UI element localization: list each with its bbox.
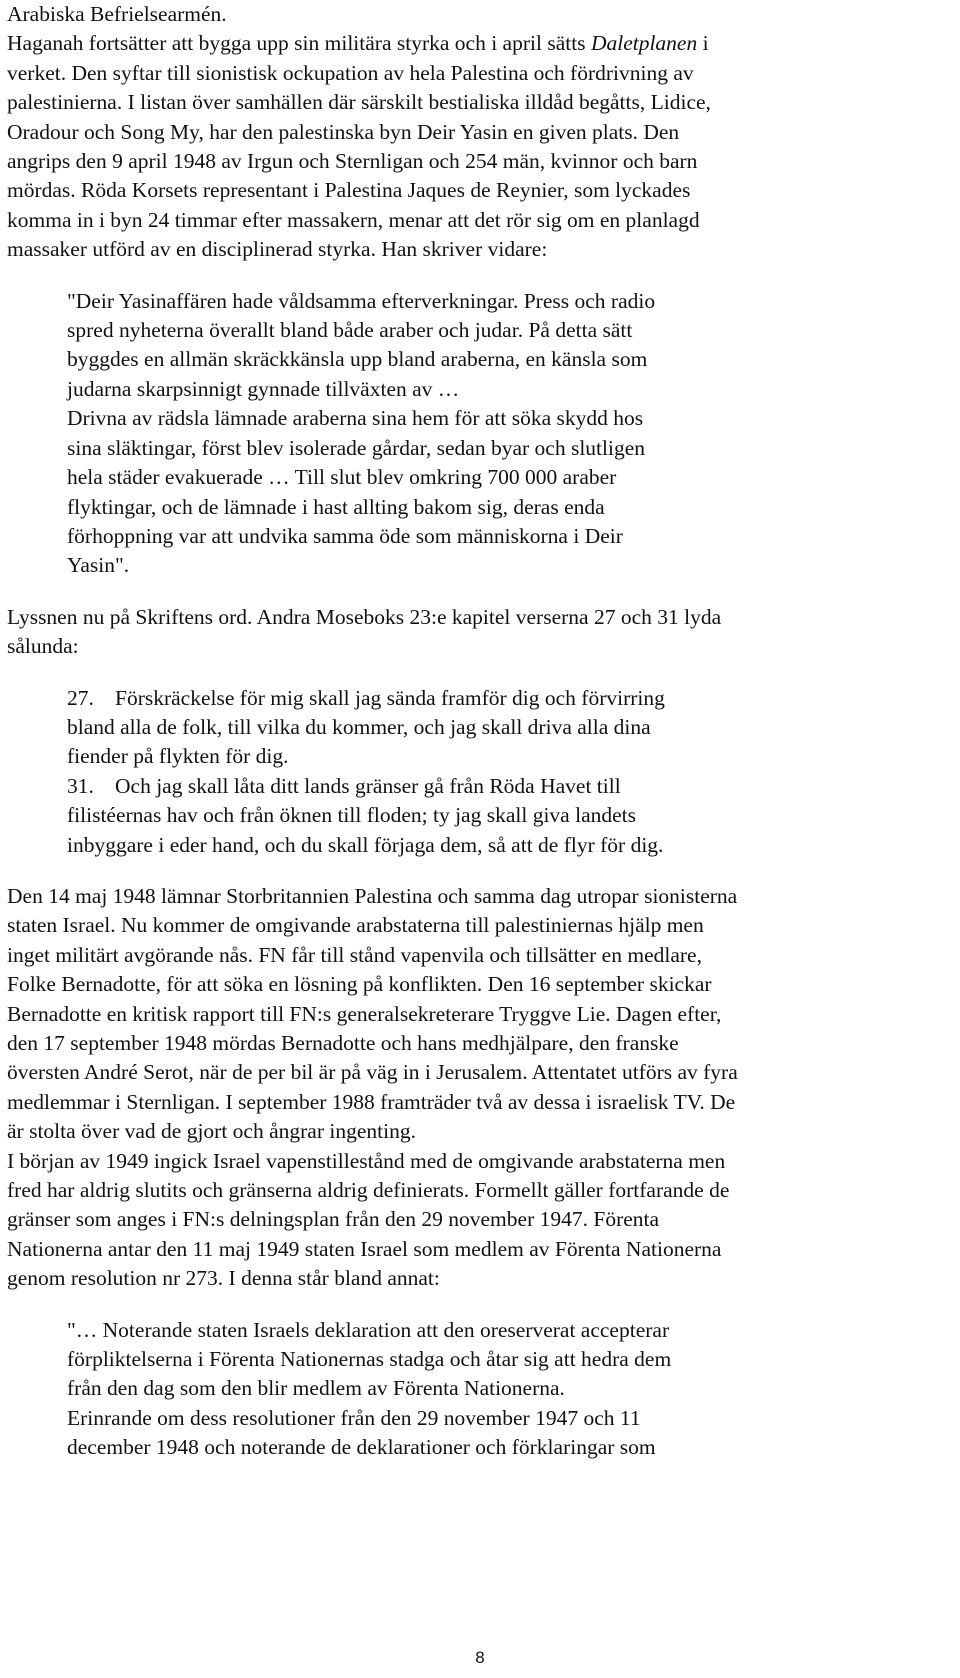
text-line: mördas. Röda Korsets representant i Palestina Jaques de Reynier, som lyckades <box>7 178 691 203</box>
document-page <box>7 0 952 1463</box>
verse-line: fiender på flykten för dig. <box>67 744 289 769</box>
quote-line: Erinrande om dess resolutioner från den 29 november 1947 och 11 <box>67 1405 641 1430</box>
text-line: komma in i byn 24 timmar efter massakern, menar att det rör sig om en planlagd <box>7 207 700 232</box>
text-line: Lyssnen nu på Skriftens ord. Andra Moseboks 23:e kapitel verserna 27 och 31 lyda <box>7 604 722 629</box>
paragraph-scripture-intro <box>7 603 952 662</box>
italic-term: Daletplanen <box>590 31 698 56</box>
verse-text: Och jag skall låta ditt lands gränser gå från Röda Havet till <box>115 773 621 798</box>
text-line: massaker utförd av en disciplinerad styrka. Han skriver vidare: <box>7 237 548 262</box>
text-line: angrips den 9 april 1948 av Irgun och Sternligan och 254 män, kvinnor och barn <box>7 149 698 174</box>
quote-line: sina släktingar, först blev isolerade gårdar, sedan byar och slutligen <box>67 435 646 460</box>
text-line: Den 14 maj 1948 lämnar Storbritannien Palestina och samma dag utropar sionisterna <box>7 883 738 908</box>
quote-line: Drivna av rädsla lämnade araberna sina hem för att söka skydd hos <box>67 406 644 431</box>
text-line: översten André Serot, när de per bil är på väg in i Jerusalem. Attentatet utförs av fyra <box>7 1060 738 1085</box>
verse-line: bland alla de folk, till vilka du kommer, och jag skall driva alla dina <box>67 714 651 739</box>
blockquote-un-resolution <box>67 1316 952 1463</box>
quote-line: "Deir Yasinaffären hade våldsamma efterverkningar. Press och radio <box>67 288 656 313</box>
spacer <box>7 662 952 684</box>
text-line: den 17 september 1948 mördas Bernadotte och hans medhjälpare, den franske <box>7 1031 679 1055</box>
text-line: Bernadotte en kritisk rapport till FN:s generalsekreterare Tryggve Lie. Dagen efter, <box>7 1001 722 1026</box>
spacer <box>7 581 952 603</box>
verse-line: inbyggare i eder hand, och du skall förjaga dem, så att de flyr för dig. <box>67 832 664 857</box>
spacer <box>7 265 952 287</box>
text-line: verket. Den syftar till sionistisk ockupation av hela Palestina och fördrivning av <box>7 60 694 85</box>
text-span: Haganah fortsätter att bygga upp sin militära styrka och i april sätts <box>7 31 591 56</box>
quote-line: Yasin". <box>67 553 130 578</box>
text-line: fred har aldrig slutits och gränserna aldrig definierats. Formellt gäller fortfarande de <box>7 1178 730 1203</box>
text-line: I början av 1949 ingick Israel vapenstillestånd med de omgivande arabstaterna men <box>7 1148 726 1173</box>
text-line: genom resolution nr 273. I denna står bland annat: <box>7 1266 440 1291</box>
text-line: är stolta över vad de gjort och ångrar ingenting. <box>7 1119 416 1144</box>
verse-number: 31. <box>67 773 94 798</box>
quote-line: förhoppning var att undvika samma öde som människorna i Deir <box>67 523 623 548</box>
page-number: 8 <box>475 1648 485 1667</box>
spacer <box>7 1294 952 1316</box>
quote-line: förpliktelserna i Förenta Nationernas stadga och åtar sig att hedra dem <box>67 1347 672 1372</box>
quote-line: judarna skarpsinnigt gynnade tillväxten av … <box>67 376 460 401</box>
paragraph-intro <box>7 0 952 265</box>
text-line: Folke Bernadotte, för att söka en lösning på konflikten. Den 16 september skickar <box>7 972 712 997</box>
text-line: Oradour och Song My, har den palestinska byn Deir Yasin en given plats. Den <box>7 119 680 144</box>
text-line: palestinierna. I listan över samhällen där särskilt bestialiska illdåd begåtts, Lidice, <box>7 90 711 115</box>
paragraph-history <box>7 882 952 1294</box>
quote-line: spred nyheterna överallt bland både araber och judar. På detta sätt <box>67 318 633 343</box>
text-span: i <box>697 31 709 56</box>
text-line: sålunda: <box>7 634 79 659</box>
quote-line: från den dag som den blir medlem av Förenta Nationerna. <box>67 1376 565 1401</box>
text-line: medlemmar i Sternligan. I september 1988 framträder två av dessa i israelisk TV. De <box>7 1089 736 1114</box>
text-line: staten Israel. Nu kommer de omgivande arabstaterna till palestiniernas hjälp men <box>7 913 704 938</box>
blockquote-deir-yasin <box>67 287 952 581</box>
verse-number: 27. <box>67 685 94 710</box>
verse-line <box>67 684 952 713</box>
scripture-verses <box>67 684 952 860</box>
quote-line: byggdes en allmän skräckkänsla upp bland araberna, en känsla som <box>67 347 648 372</box>
verse-line <box>67 772 952 801</box>
verse-text: Förskräckelse för mig skall jag sända framför dig och förvirring <box>115 685 665 710</box>
quote-line: "… Noterande staten Israels deklaration att den oreserverat accepterar <box>67 1317 670 1342</box>
quote-line: december 1948 och noterande de deklarationer och förklaringar som <box>67 1435 656 1460</box>
text-line: gränser som anges i FN:s delningsplan från den 29 november 1947. Förenta <box>7 1207 660 1232</box>
spacer <box>7 860 952 882</box>
verse-line: filistéernas hav och från öknen till floden; ty jag skall giva landets <box>67 803 636 828</box>
quote-line: flyktingar, och de lämnade i hast allting bakom sig, deras enda <box>67 494 605 519</box>
text-line: inget militärt avgörande nås. FN får till stånd vapenvila och tillsätter en medlare, <box>7 942 702 967</box>
quote-line: hela städer evakuerade … Till slut blev omkring 700 000 araber <box>67 465 617 490</box>
text-line <box>7 29 952 58</box>
text-line: Nationerna antar den 11 maj 1949 staten Israel som medlem av Förenta Nationerna <box>7 1236 722 1261</box>
text-line: Arabiska Befrielsearmén. <box>7 2 227 26</box>
